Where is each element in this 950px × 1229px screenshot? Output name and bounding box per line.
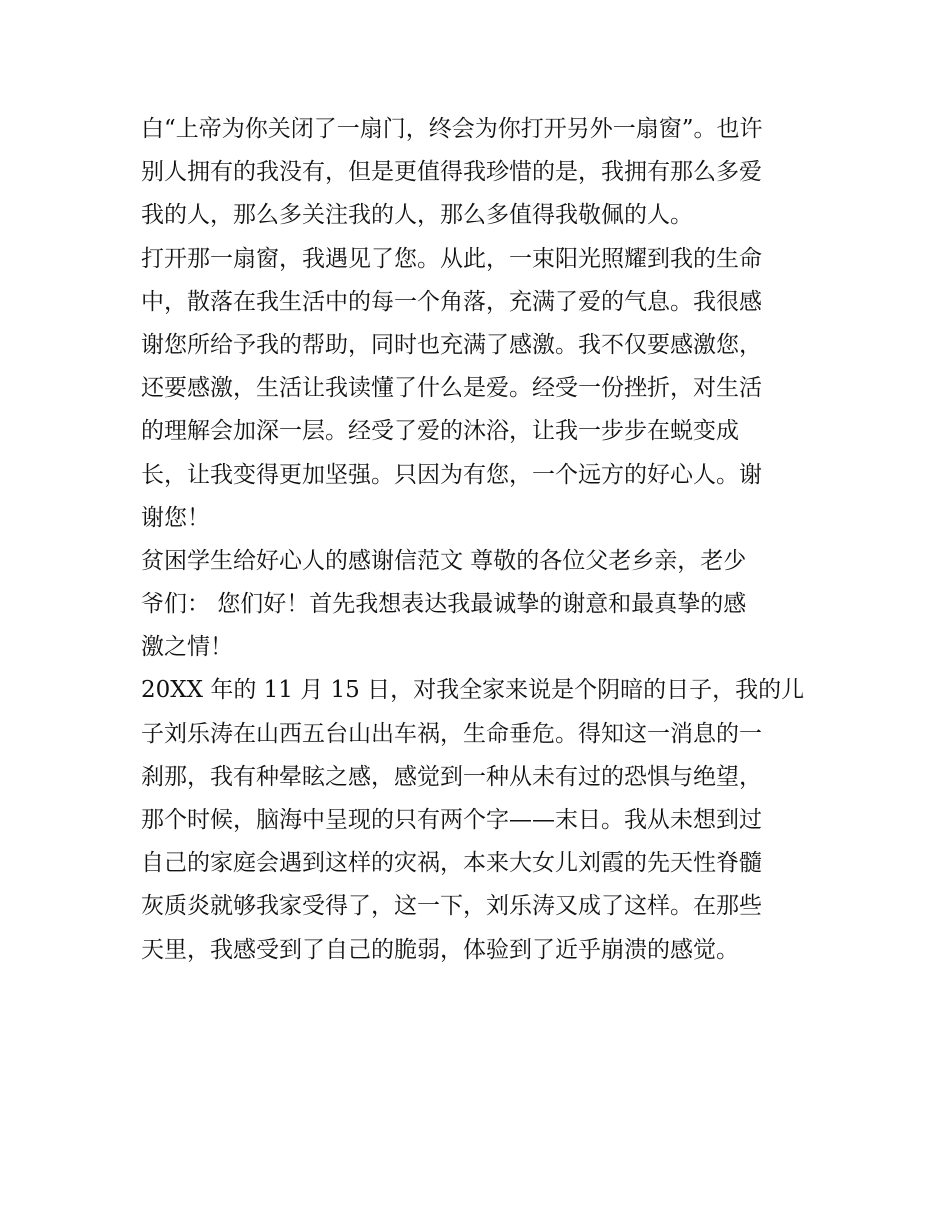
text-line: 激之情！ — [141, 634, 233, 661]
text-line: 的理解会加深一层。经受了爱的沐浴，让我一步步在蜕变成 — [141, 418, 739, 445]
document-body — [141, 108, 813, 972]
text-line: 爷们： 您们好！首先我想表达我最诚挚的谢意和最真挚的感 — [141, 591, 747, 618]
paragraph-2 — [141, 238, 813, 540]
text-line: 天里，我感受到了自己的脆弱，体验到了近乎崩溃的感觉。 — [141, 936, 739, 963]
text-line: 自己的家庭会遇到这样的灾祸，本来大女儿刘霞的先天性脊髓 — [141, 850, 762, 877]
text-line: 刹那，我有种晕眩之感，感觉到一种从未有过的恐惧与绝望， — [141, 763, 762, 790]
text-line: 那个时候，脑海中呈现的只有两个字——末日。我从未想到过 — [141, 807, 762, 833]
text-line: 子刘乐涛在山西五台山出车祸，生命垂危。得知这一消息的一 — [141, 720, 762, 747]
text-line: 长，让我变得更加坚强。只因为有您，一个远方的好心人。谢 — [141, 461, 762, 488]
text-line: 谢您！ — [141, 504, 210, 531]
text-line: 白“上帝为你关闭了一扇门，终会为你打开另外一扇窗”。也许 — [141, 116, 763, 142]
text-line: 20XX 年的 11 月 15 日，对我全家来说是个阴暗的日子，我的儿 — [141, 677, 805, 704]
text-line: 谢您所给予我的帮助，同时也充满了感激。我不仅要感激您， — [141, 331, 762, 358]
text-line: 还要感激，生活让我读懂了什么是爱。经受一份挫折，对生活 — [141, 375, 762, 402]
text-line: 别人拥有的我没有，但是更值得我珍惜的是，我拥有那么多爱 — [141, 159, 762, 186]
text-line: 灰质炎就够我家受得了，这一下，刘乐涛又成了这样。在那些 — [141, 893, 762, 920]
text-line: 我的人，那么多关注我的人，那么多值得我敬佩的人。 — [141, 202, 693, 229]
paragraph-1 — [141, 108, 813, 238]
text-line: 打开那一扇窗，我遇见了您。从此，一束阳光照耀到我的生命 — [141, 245, 762, 272]
text-line: 中，散落在我生活中的每一个角落，充满了爱的气息。我很感 — [141, 288, 762, 315]
text-line: 贫困学生给好心人的感谢信范文 尊敬的各位父老乡亲，老少 — [141, 547, 747, 574]
paragraph-3 — [141, 540, 813, 670]
paragraph-4 — [141, 669, 813, 971]
